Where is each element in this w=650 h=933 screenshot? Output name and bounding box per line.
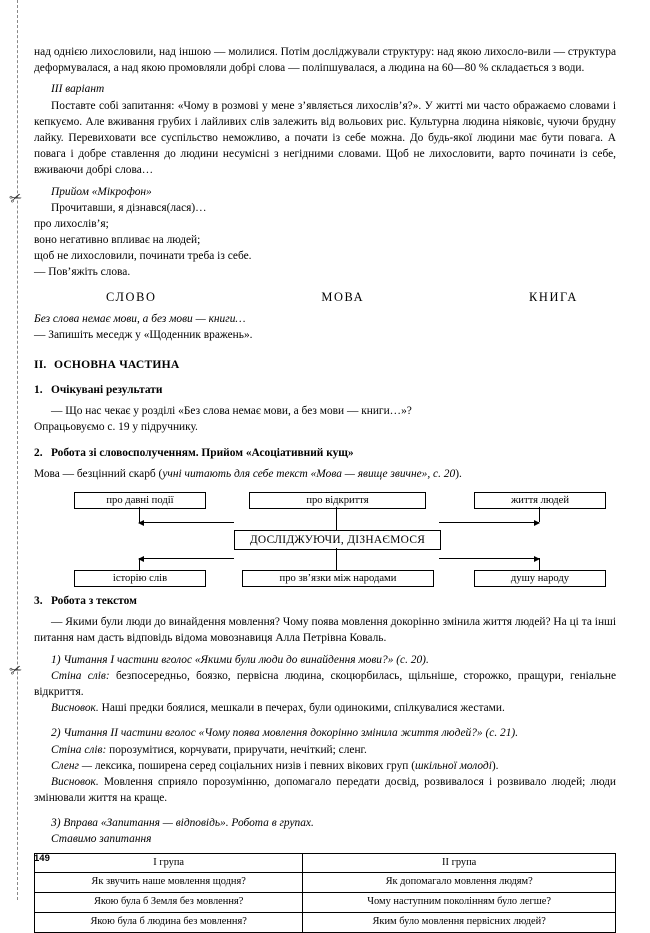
subsection-title: Робота з текстом <box>51 595 137 607</box>
s3-item3-heading <box>34 815 616 831</box>
s3-item2-conclusion <box>34 774 616 806</box>
diagram-box-top-2: про відкриття <box>249 492 426 509</box>
diagram-arrow-bottom-left <box>139 558 234 559</box>
subsection-heading-1 <box>34 382 616 398</box>
diagram-line-bottom-right-v <box>539 558 540 570</box>
diagram-line-top-left-v <box>139 507 140 522</box>
section-title: ОСНОВНА ЧАСТИНА <box>54 357 180 371</box>
groups-table <box>34 853 616 933</box>
s3-item2-sleng-text: лексика, поширена серед соціальних низів і певних вікових груп ( <box>94 759 415 772</box>
s3-item1-title: Читання І частини вголос «Якими були люди до винайдення мови?» (с. 20). <box>63 653 429 666</box>
s3-item2-sleng-end: ). <box>491 759 499 772</box>
table-cell: Якою була б Земля без мовлення? <box>35 893 303 913</box>
s2-lead-plain: Мова — безцінний скарб ( <box>34 467 163 480</box>
s3-intro: — Якими були люди до винайдення мовлення? Чому поява мовлення докорінно змінила життя людей? На ці та інші питання нам дасть відповідь відома мовознавиця Алла Петрівна Коваль. <box>34 616 616 645</box>
paragraph-variant-text: Поставте собі запитання: «Чому в розмові у мене з’являється лихослів’я?». У житті ми часто ображаємо словами і кепкуємо. Але вживання грубих і лайливих слів залежить від вольових рис. Культурна людина ніяковіє, чуючи брудну лайку. Перевиховати все суспільство неможливо, а почати із себе можна. До будь-якої людини має бути повага. А повага і добре ставлення до людини несумісні з негідними словами. Щоб не лихословити, варто починати із себе, вживаючи добрі слова… <box>34 99 616 177</box>
page-content <box>34 44 616 933</box>
table-header-group-2: ІІ група <box>303 853 616 873</box>
diary-line: — Запишіть меседж у «Щоденник вражень». <box>34 329 253 342</box>
diagram-box-top-3: життя людей <box>474 492 606 509</box>
subsection-title: Робота зі словосполученням. Прийом «Асоціативний кущ» <box>51 446 354 459</box>
s3-item1-number: 1) <box>51 653 61 666</box>
word-knyha: КНИГА <box>529 289 578 304</box>
s3-item2-number: 2) <box>51 727 61 740</box>
mikrofon-line-5: — Пов’яжіть слова. <box>34 266 131 279</box>
s3-item2-conclusion-text: Мовлення сприяло порозумінню, допомагало передати досвід, розвивалося і розвивало людей; люди змінювали життя на краще. <box>34 775 616 805</box>
mikrofon-heading: Прийом «Мікрофон» <box>51 185 152 198</box>
binding-dashed-line <box>17 0 18 900</box>
s3-item3-title: Вправа «Запитання — відповідь». Робота в групах. <box>63 817 314 830</box>
s3-item2-wall-text: порозумітися, корчувати, приручати, нечіткий; сленг. <box>109 743 367 756</box>
diagram-arrow-top-right <box>439 522 539 523</box>
diagram-line-bottom-center <box>336 548 337 570</box>
section-number: II. <box>34 357 47 371</box>
s3-item1-conclusion-label: Висновок. <box>51 702 99 715</box>
s3-item2-heading <box>34 725 616 741</box>
paragraph-intro: над однією лихословили, над іншою — молилися. Потім досліджували структуру: над якою лихосло-вили — структура деформувалася, а над якою промовляли добрі слова — поліпшувалася, а людина на 60—80 % складається з води. <box>34 46 616 75</box>
diagram-box-bottom-2: про зв’язки між народами <box>242 570 434 587</box>
s3-item2-sleng-italic: шкільної молоді <box>415 759 492 772</box>
s3-item1-wall <box>34 668 616 700</box>
word-slovo: СЛОВО <box>106 289 157 304</box>
table-row <box>35 912 616 932</box>
word-chain <box>34 289 616 307</box>
association-diagram <box>34 492 616 588</box>
s3-item1-conclusion <box>34 700 616 716</box>
table-cell: Яким було мовлення первісних людей? <box>303 912 616 932</box>
variant-heading: ІІІ варіант <box>51 83 105 96</box>
s3-item1-wall-text: безпосередньо, боязко, первісна людина, скоцюрбилась, щільніше, сторожко, пращури, геніальне відкриття. <box>34 669 616 698</box>
s1-line-1: — Що нас чекає у розділі «Без слова немає мови, а без мови — книги…»? <box>51 405 412 418</box>
s2-lead-end: ). <box>455 467 462 480</box>
diagram-line-bottom-left-v <box>139 558 140 570</box>
mikrofon-line-3: воно негативно впливає на людей; <box>34 234 201 247</box>
s3-item1-conclusion-text: Наші предки боялися, мешкали в печерах, були одинокими, спілкувалися жестами. <box>101 702 505 715</box>
s3-item2-wall <box>34 742 616 758</box>
s2-lead <box>34 466 616 482</box>
table-cell: Як звучить наше мовлення щодня? <box>35 873 303 893</box>
mikrofon-line-4: щоб не лихословили, починати треба із себе. <box>34 250 252 263</box>
mikrofon-line-2: про лихослів’я; <box>34 217 109 230</box>
table-header-row <box>35 853 616 873</box>
s3-item3-subtitle: Ставимо запитання <box>51 833 152 846</box>
diagram-arrow-top-left <box>139 522 234 523</box>
page-number: 149 <box>34 853 50 864</box>
table-cell: Якою була б людина без мовлення? <box>35 912 303 932</box>
scissors-icon: ✂ <box>7 189 25 209</box>
table-row <box>35 893 616 913</box>
table-cell: Як допомагало мовлення людям? <box>303 873 616 893</box>
s3-item2-title: Читання ІІ частини вголос «Чому поява мовлення докорінно змінила життя людей?» (с. 21). <box>63 727 519 740</box>
section-heading-main <box>34 357 616 373</box>
diagram-box-top-1: про давні події <box>74 492 206 509</box>
subsection-title: Очікувані результати <box>51 384 163 397</box>
s3-item2-sleng-label: Сленг — <box>51 759 92 772</box>
diagram-box-bottom-1: історію слів <box>74 570 206 587</box>
s3-item1-heading <box>34 652 616 668</box>
s2-lead-italic: учні читають для себе текст «Мова — явище звичне», с. 20 <box>162 467 456 480</box>
subsection-heading-2 <box>34 445 616 461</box>
quote-line: Без слова немає мови, а без мови — книги… <box>34 313 246 326</box>
subsection-heading-3 <box>34 593 616 609</box>
word-mova: МОВА <box>321 289 365 304</box>
diagram-line-top-center <box>336 507 337 530</box>
subsection-number: 2. <box>34 446 43 459</box>
s3-item2-sleng <box>34 758 616 774</box>
subsection-number: 1. <box>34 384 43 397</box>
s3-item2-wall-label: Стіна слів: <box>51 743 107 756</box>
s3-item2-conclusion-label: Висновок. <box>51 775 99 788</box>
s3-item1-wall-label: Стіна слів: <box>51 669 110 682</box>
diagram-line-top-right-v <box>539 507 540 522</box>
table-cell: Чому наступним поколінням було легше? <box>303 893 616 913</box>
s3-item3-number: 3) <box>51 817 61 830</box>
diagram-arrow-bottom-right <box>439 558 539 559</box>
s1-line-2: Опрацьовуємо с. 19 у підручнику. <box>34 421 198 434</box>
table-header-group-1: І група <box>35 853 303 873</box>
diagram-box-bottom-3: душу народу <box>474 570 606 587</box>
diagram-center-box: ДОСЛІДЖУЮЧИ, ДІЗНАЄМОСЯ <box>234 530 441 550</box>
mikrofon-line-1: Прочитавши, я дізнався(лася)… <box>51 201 207 214</box>
subsection-number: 3. <box>34 595 43 607</box>
table-row <box>35 873 616 893</box>
scissors-icon: ✂ <box>7 661 25 681</box>
